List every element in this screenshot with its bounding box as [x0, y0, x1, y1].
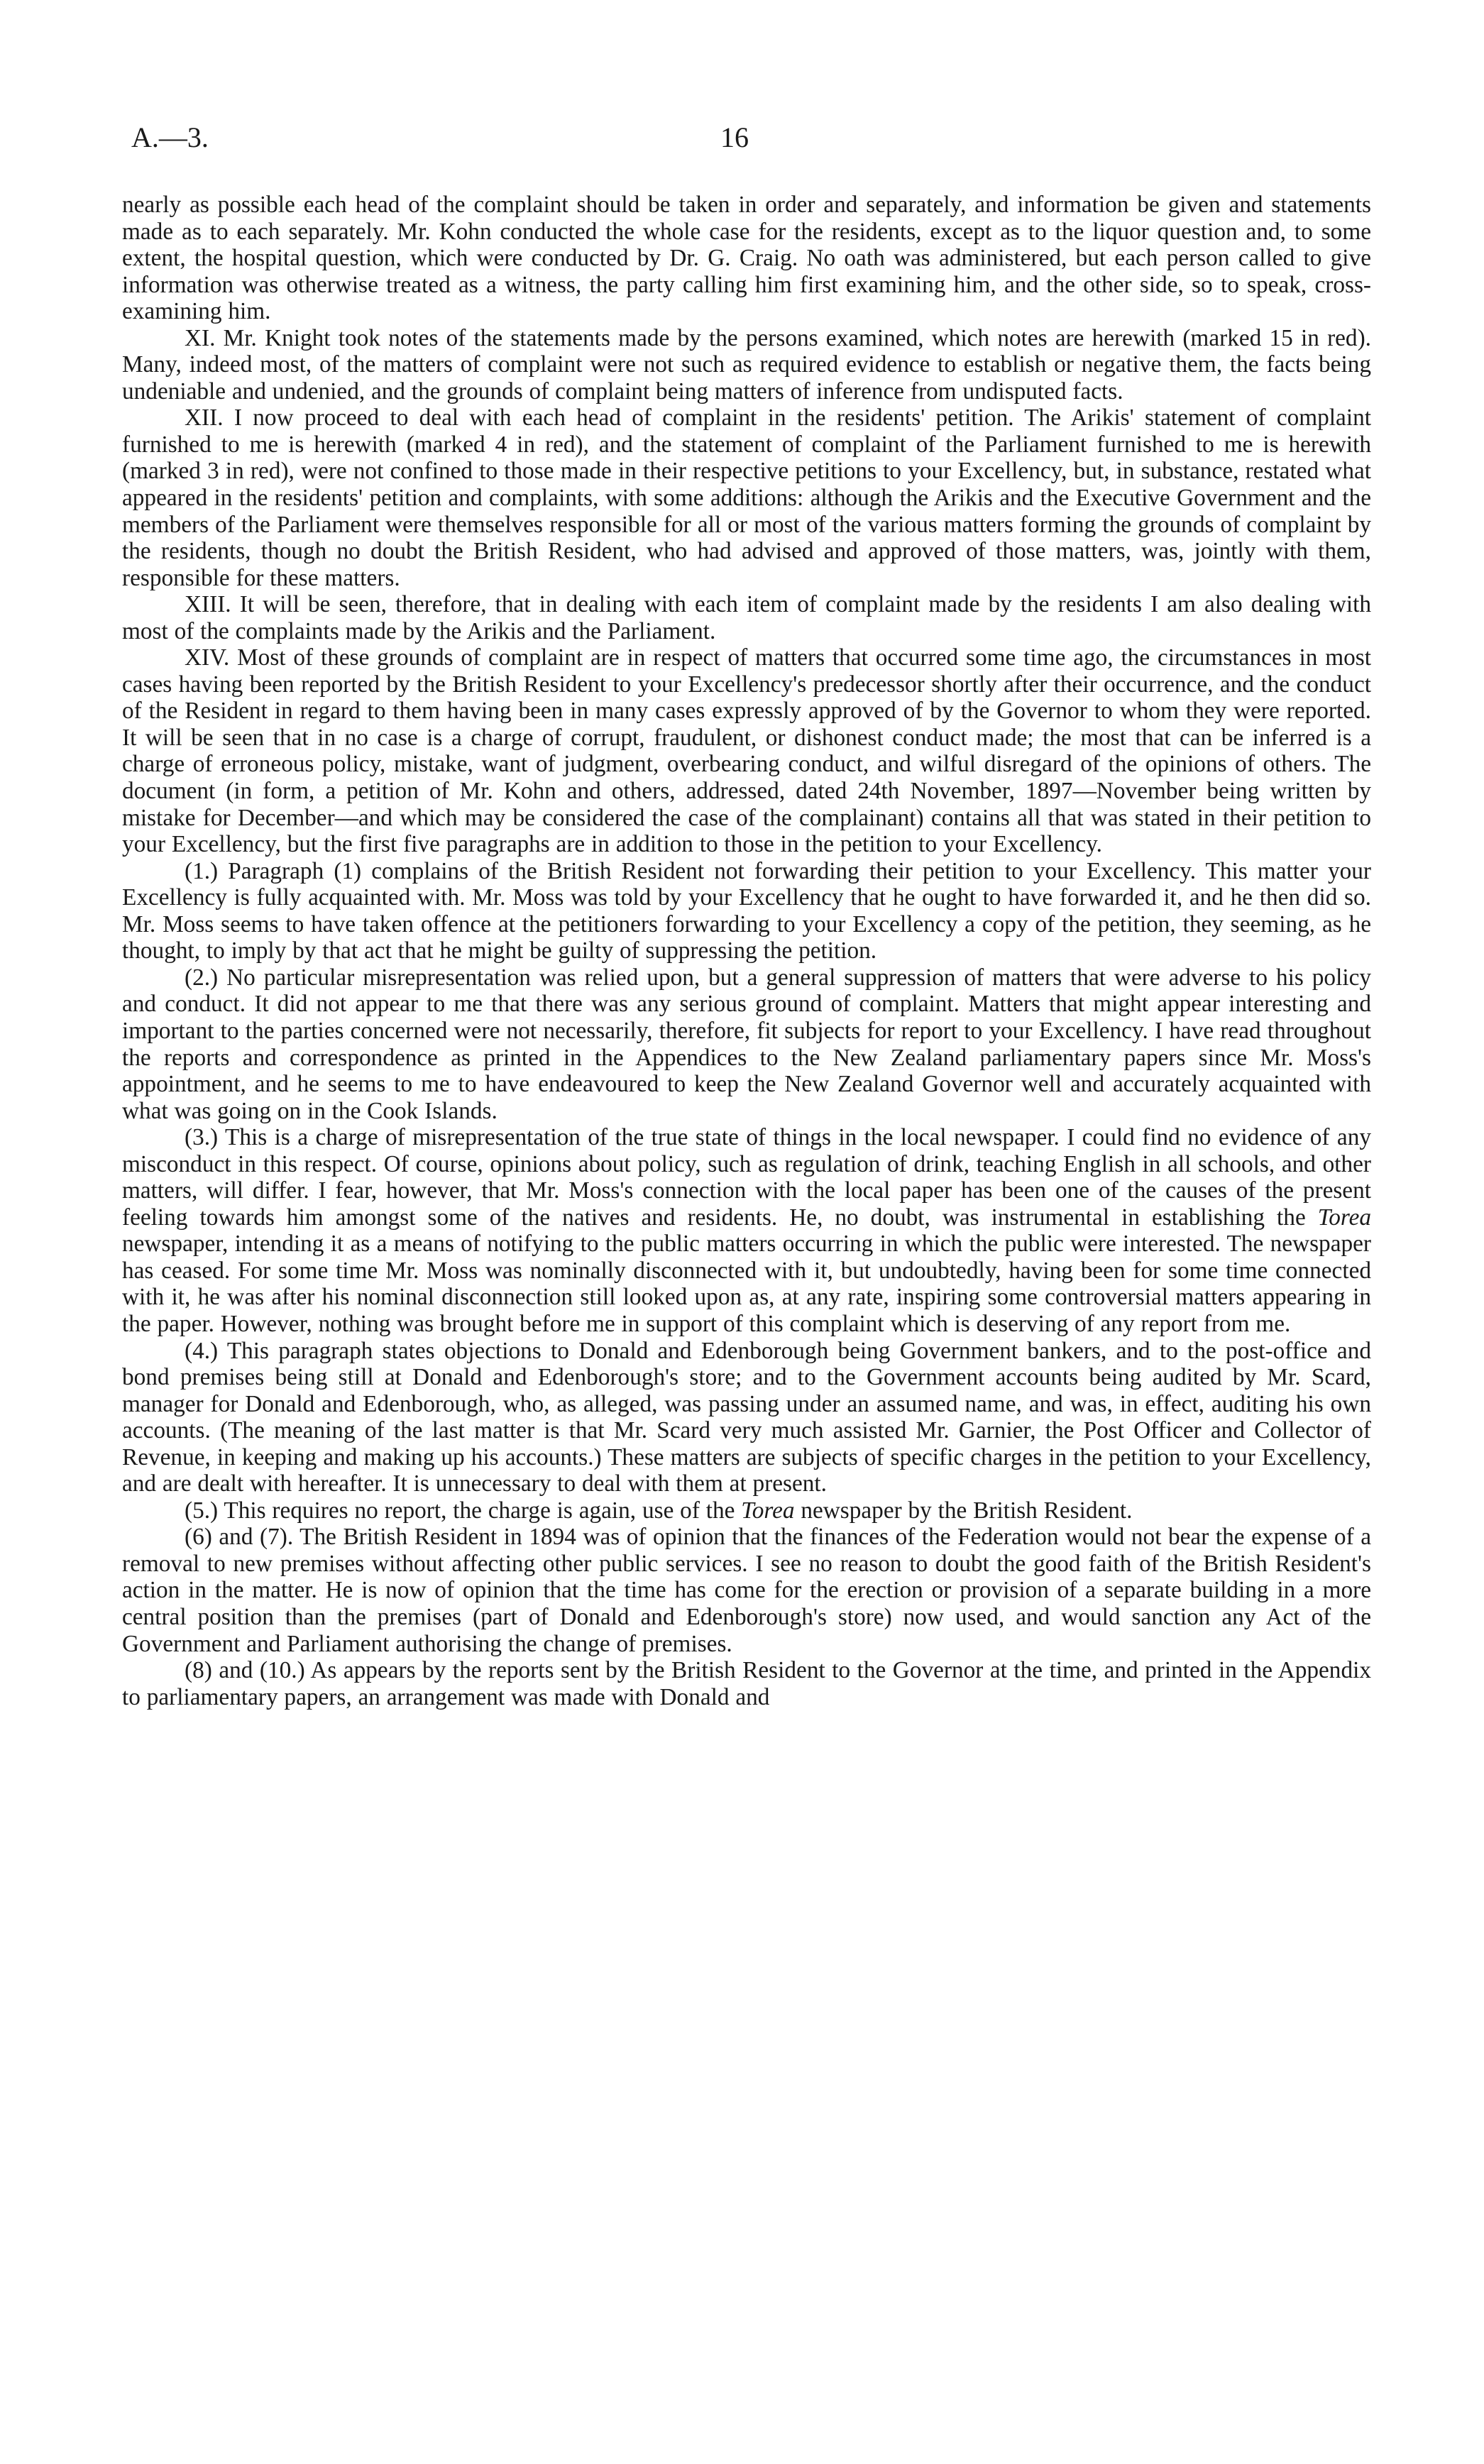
- document-reference: A.—3.: [131, 121, 209, 153]
- paragraph-5: [122, 1497, 1371, 1524]
- paragraph-5-text-b: newspaper by the British Resident.: [794, 1497, 1133, 1524]
- paragraph-5-text-a: (5.) This requires no report, the charge is again, use of the: [185, 1497, 742, 1524]
- paragraph-6-7: (6) and (7). The British Resident in 1894 was of opinion that the finances of the Federation would not bear the expense of a removal to new premises without affecting other public services. I see no reason to doubt the good faith of the British Resident's action in the matter. He is now of opinion that the time has come for the erection or provision of a separate building in a more central position than the premises (part of Donald and Edenborough's store) now used, and would sanction any Act of the Government and Parliament authorising the change of premises.: [122, 1524, 1371, 1657]
- paragraph-xiv: XIV. Most of these grounds of complaint are in respect of matters that occurred some time ago, the circumstances in most cases having been reported by the British Resident to your Excellency's predecessor shortly after their occurrence, and the conduct of the Resident in regard to them having been in many cases expressly approved of by the Governor to whom they were reported. It will be seen that in no case is a charge of corrupt, fraudulent, or dishonest conduct made; the most that can be inferred is a charge of erroneous policy, mistake, want of judgment, overbearing conduct, and wilful disregard of the opinions of others. The document (in form, a petition of Mr. Kohn and others, addressed, dated 24th November, 1897—November being written by mistake for December—and which may be considered the case of the complainant) contains all that was stated in their petition to your Excellency, but the first five paragraphs are in addition to those in the petition to your Excellency.: [122, 644, 1371, 858]
- paragraph-xi: XI. Mr. Knight took notes of the statements made by the persons examined, which notes are herewith (marked 15 in red). Many, indeed most, of the matters of complaint were not such as required evidence to establish or negative them, the facts being undeniable and undenied, and the grounds of complaint being matters of inference from undisputed facts.: [122, 324, 1371, 405]
- paragraph-8-10: (8) and (10.) As appears by the reports sent by the British Resident to the Governor at the time, and printed in the Appendix to parliamentary papers, an arrangement was made with Donald and: [122, 1657, 1371, 1710]
- body-text: [122, 192, 1371, 1710]
- paragraph-3-text-a: (3.) This is a charge of misrepresentation of the true state of things in the local newspaper. I could find no evidence of any misconduct in this respect. Of course, opinions about policy, such as regulation of drink, teaching English in all schools, and other matters, will differ. I fear, however, that Mr. Moss's connection with the local paper has been one of the causes of the present feeling towards him amongst some of the natives and residents. He, no doubt, was instrumental in establishing the: [122, 1124, 1371, 1231]
- page-number: 16: [720, 121, 749, 153]
- paragraph-3: [122, 1124, 1371, 1337]
- paragraph-continuation: nearly as possible each head of the complaint should be taken in order and separately, and information be given and statements made as to each separately. Mr. Kohn conducted the whole case for the residents, except as to the liquor question and, to some extent, the hospital question, which were conducted by Dr. G. Craig. No oath was administered, but each person called to give information was otherwise treated as a witness, the party calling him first examining him, and the other side, so to speak, cross-examining him.: [122, 192, 1371, 325]
- newspaper-name: Torea: [1317, 1204, 1371, 1231]
- page-header: [131, 121, 1366, 163]
- newspaper-name: Torea: [741, 1497, 795, 1524]
- paragraph-2: (2.) No particular misrepresentation was relied upon, but a general suppression of matters that were adverse to his policy and conduct. It did not appear to me that there was any serious ground of complaint. Matters that might appear interesting and important to the parties concerned were not necessarily, therefore, fit subjects for report to your Excellency. I have read throughout the reports and correspondence as printed in the Appendices to the New Zealand parliamentary papers since Mr. Moss's appointment, and he seems to me to have endeavoured to keep the New Zealand Governor well and accurately acquainted with what was going on in the Cook Islands.: [122, 964, 1371, 1124]
- paragraph-1: (1.) Paragraph (1) complains of the British Resident not forwarding their petition to your Excellency. This matter your Excellency is fully acquainted with. Mr. Moss was told by your Excellency that he ought to have forwarded it, and he then did so. Mr. Moss seems to have taken offence at the petitioners forwarding to your Excellency a copy of the petition, they seeming, as he thought, to imply by that act that he might be guilty of suppressing the petition.: [122, 857, 1371, 964]
- paragraph-xii: XII. I now proceed to deal with each head of complaint in the residents' petition. The Arikis' statement of complaint furnished to me is herewith (marked 4 in red), and the statement of complaint of the Parliament furnished to me is herewith (marked 3 in red), were not confined to those made in their respective petitions to your Excellency, but, in substance, restated what appeared in the residents' petition and complaints, with some additions: although the Arikis and the Executive Government and the members of the Parliament were themselves responsible for all or most of the various matters forming the grounds of complaint by the residents, though no doubt the British Resident, who had advised and approved of those matters, was, jointly with them, responsible for these matters.: [122, 405, 1371, 591]
- paragraph-3-text-b: newspaper, intending it as a means of notifying to the public matters occurring in which the public were interested. The newspaper has ceased. For some time Mr. Moss was nominally disconnected with it, but undoubtedly, having been for some time connected with it, he was after his nominal disconnection still looked upon as, at any rate, inspiring some controversial matters appearing in the paper. However, nothing was brought before me in support of this complaint which is deserving of any report from me.: [122, 1231, 1371, 1337]
- paragraph-xiii: XIII. It will be seen, therefore, that in dealing with each item of complaint made by the residents I am also dealing with most of the complaints made by the Arikis and the Parliament.: [122, 591, 1371, 644]
- paragraph-4: (4.) This paragraph states objections to Donald and Edenborough being Government bankers, and to the post-office and bond premises being still at Donald and Edenborough's store; and to the Government accounts being audited by Mr. Scard, manager for Donald and Edenborough, who, as alleged, was passing under an assumed name, and was, in effect, auditing his own accounts. (The meaning of the last matter is that Mr. Scard very much assisted Mr. Garnier, the Post Officer and Collector of Revenue, in keeping and making up his accounts.) These matters are subjects of specific charges in the petition to your Excellency, and are dealt with hereafter. It is unnecessary to deal with them at present.: [122, 1337, 1371, 1497]
